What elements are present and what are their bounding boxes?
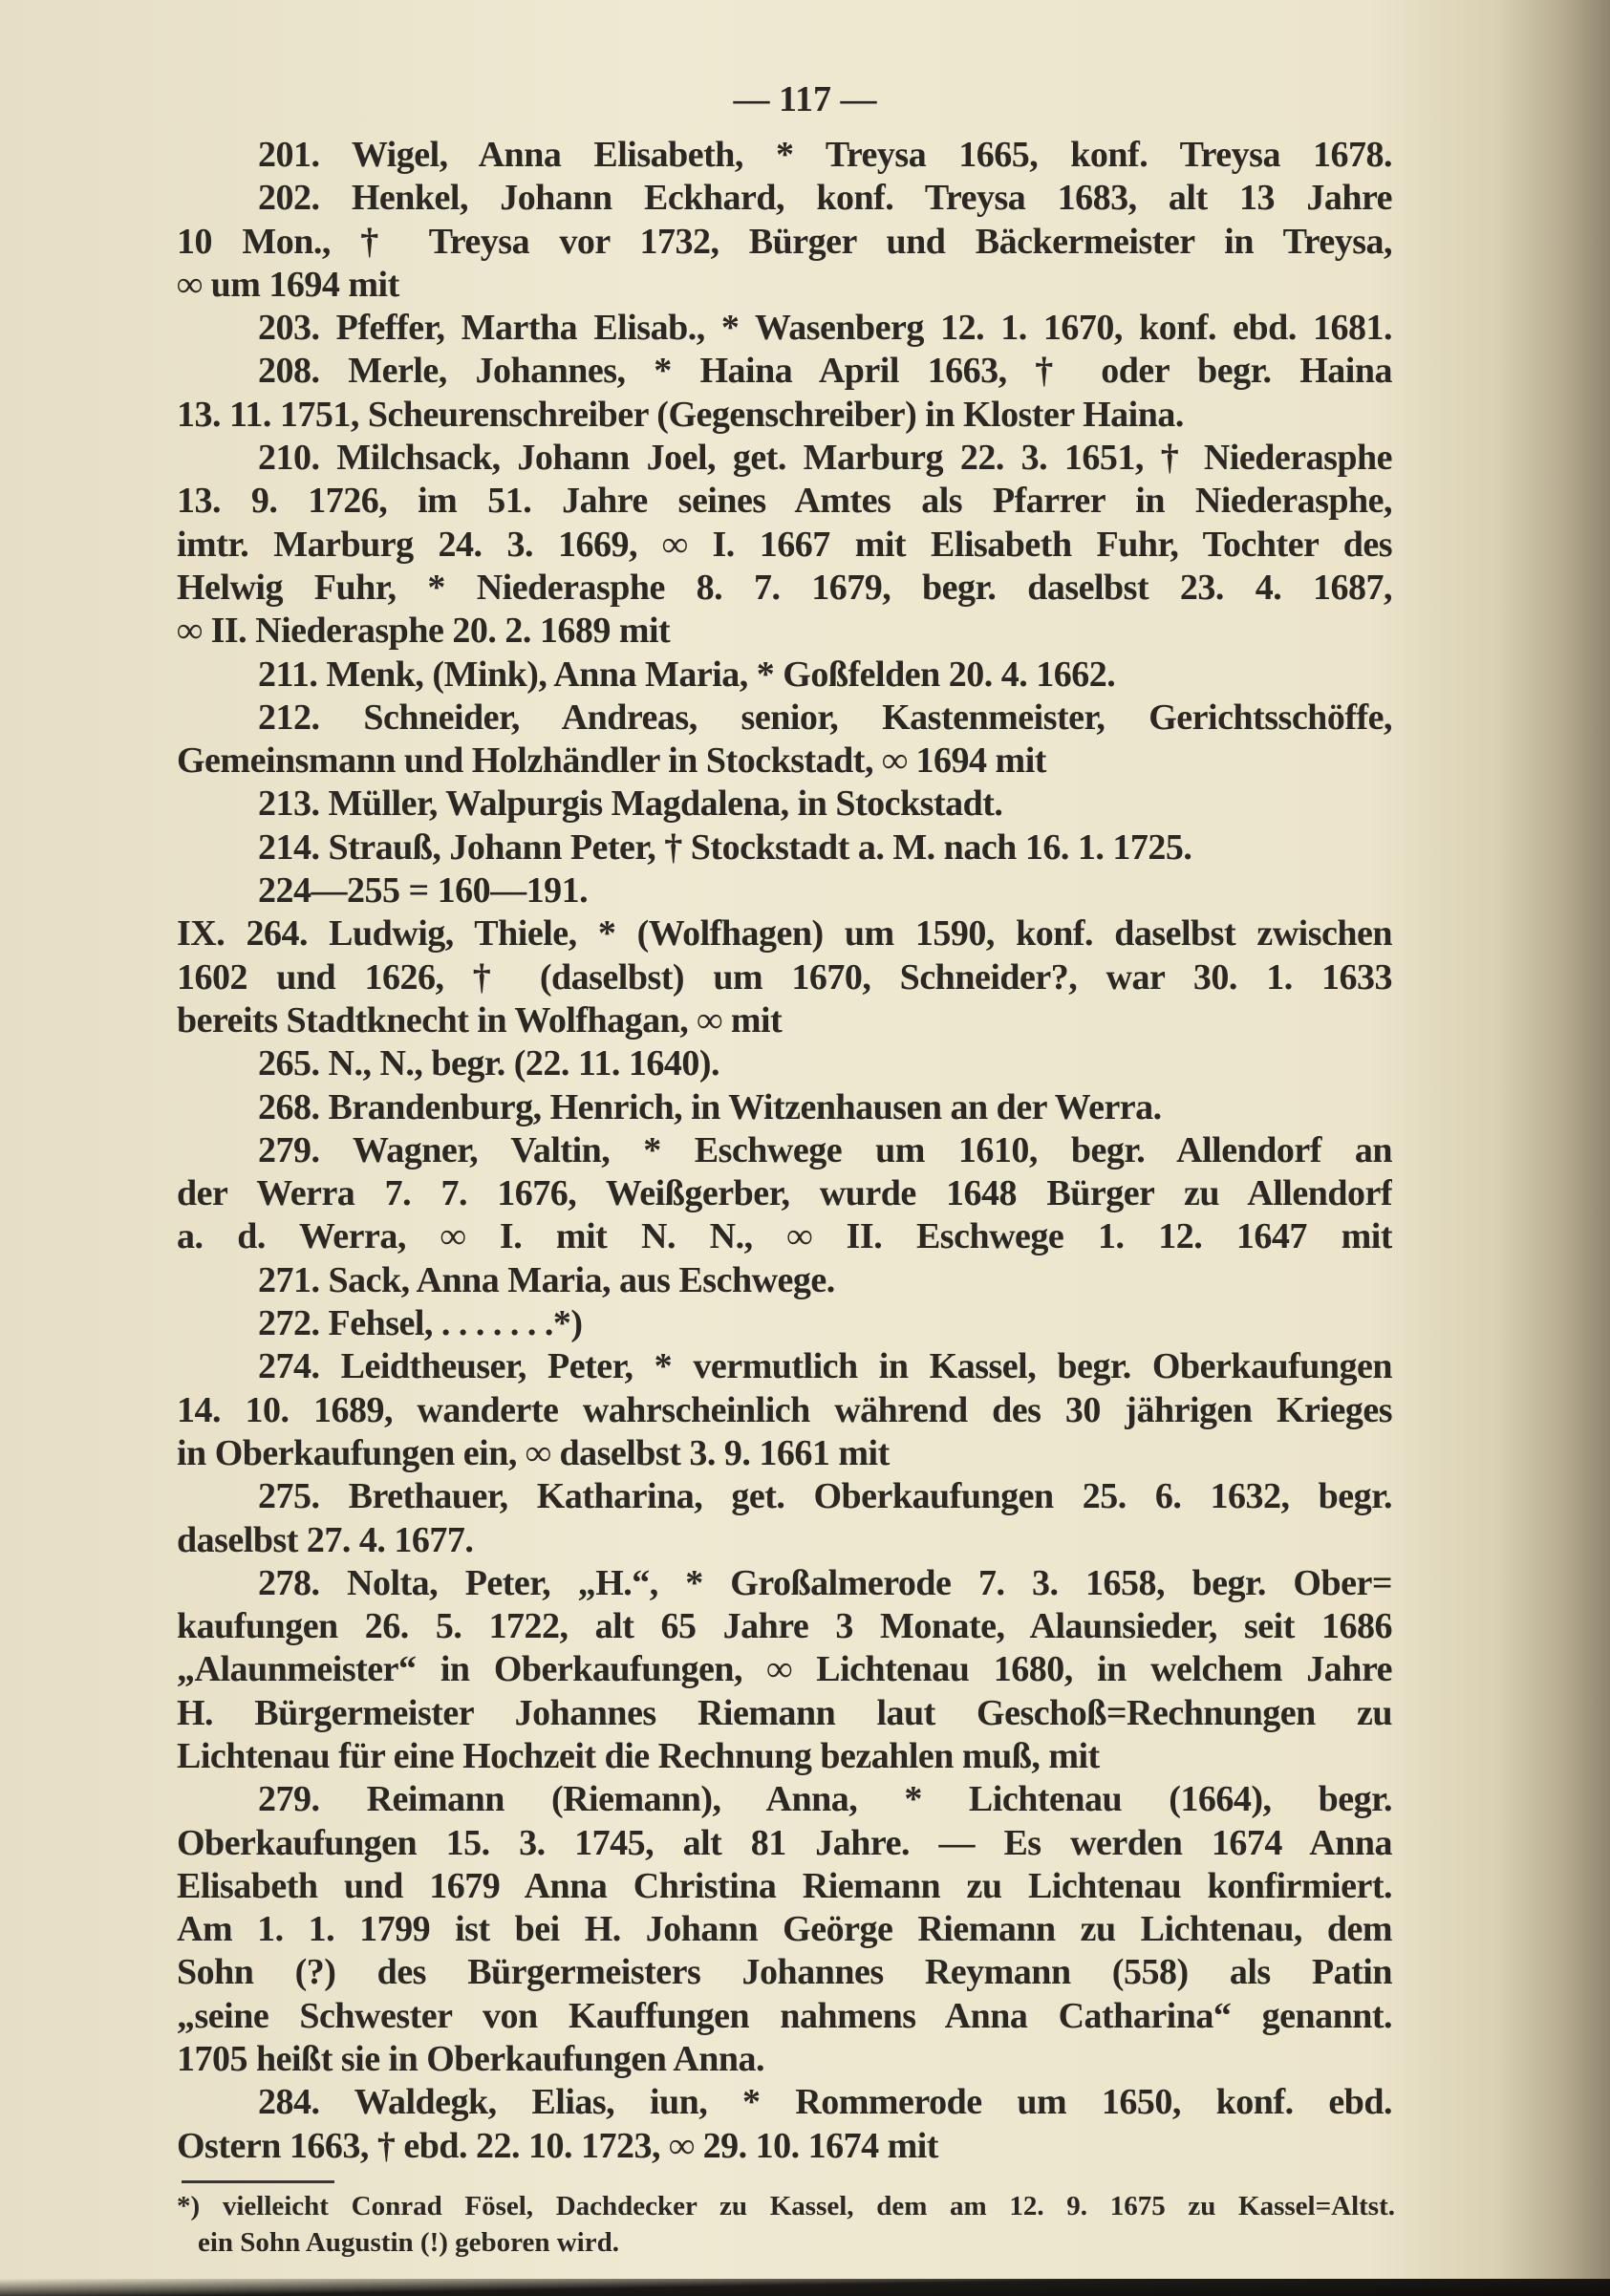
text-line: 13. 9. 1726, im 51. Jahre seines Amtes als Pfarrer in Niederasphe,: [177, 481, 1392, 522]
text-line: 1705 heißt sie in Oberkaufungen Anna.: [177, 2039, 764, 2080]
text-line: Gemeinsmann und Holzhändler in Stockstadt, ∞ 1694 mit: [177, 740, 1046, 782]
text-line: 272. Fehsel, . . . . . . .*): [258, 1303, 583, 1344]
body-text: [177, 134, 1392, 2168]
text-line: 268. Brandenburg, Henrich, in Witzenhausen an der Werra.: [258, 1086, 1162, 1127]
text-line: 224—255 = 160—191.: [258, 870, 589, 912]
page-edge-shadow: [0, 2279, 1610, 2296]
text-line: 201. Wigel, Anna Elisabeth, * Treysa 1665, konf. Treysa 1678.: [258, 135, 1392, 175]
text-line: 203. Pfeffer, Martha Elisab., * Wasenberg 12. 1. 1670, konf. ebd. 1681.: [258, 308, 1392, 349]
text-line: „Alaunmeister“ in Oberkaufungen, ∞ Lichtenau 1680, in welchem Jahre: [177, 1649, 1392, 1690]
footnote-line: *) vielleicht Conrad Fösel, Dachdecker zu Kassel, dem am 12. 9. 1675 zu Kassel=Altst.: [177, 2191, 1395, 2221]
text-line: 274. Leidtheuser, Peter, * vermutlich in Kassel, begr. Oberkaufungen: [258, 1346, 1392, 1387]
text-line: „seine Schwester von Kauffungen nahmens Anna Catharina“ genannt.: [177, 1995, 1392, 2036]
text-line: Oberkaufungen 15. 3. 1745, alt 81 Jahre. — Es werden 1674 Anna: [177, 1822, 1392, 1863]
text-line: a. d. Werra, ∞ I. mit N. N., ∞ II. Eschwege 1. 12. 1647 mit: [177, 1216, 1392, 1257]
text-line: ∞ II. Niederasphe 20. 2. 1689 mit: [177, 611, 671, 652]
text-line: 213. Müller, Walpurgis Magdalena, in Stockstadt.: [258, 783, 1003, 825]
text-line: 284. Waldegk, Elias, iun, * Rommerode um 1650, konf. ebd.: [258, 2082, 1392, 2123]
text-line: 271. Sack, Anna Maria, aus Eschwege.: [258, 1259, 835, 1300]
text-line: 208. Merle, Johannes, * Haina April 1663, † oder begr. Haina: [258, 351, 1392, 392]
text-line: in Oberkaufungen ein, ∞ daselbst 3. 9. 1661 mit: [177, 1432, 890, 1473]
text-line: kaufungen 26. 5. 1722, alt 65 Jahre 3 Monate, Alaunsieder, seit 1686: [177, 1606, 1392, 1647]
text-line: Lichtenau für eine Hochzeit die Rechnung bezahlen muß, mit: [177, 1735, 1100, 1776]
page-number: — 117 —: [733, 79, 877, 119]
footnote-divider: [182, 2180, 334, 2183]
text-line: imtr. Marburg 24. 3. 1669, ∞ I. 1667 mit Elisabeth Fuhr, Tochter des: [177, 524, 1392, 565]
text-line: Helwig Fuhr, * Niederasphe 8. 7. 1679, begr. daselbst 23. 4. 1687,: [177, 567, 1392, 608]
text-line: 210. Milchsack, Johann Joel, get. Marburg 22. 3. 1651, † Niederasphe: [258, 438, 1392, 479]
text-line: H. Bürgermeister Johannes Riemann laut Geschoß=Rechnungen zu: [177, 1692, 1392, 1733]
text-line: Sohn (?) des Bürgermeisters Johannes Reymann (558) als Patin: [177, 1952, 1392, 1993]
text-line: 212. Schneider, Andreas, senior, Kastenmeister, Gerichtsschöffe,: [258, 697, 1392, 738]
text-line: 275. Brethauer, Katharina, get. Oberkaufungen 25. 6. 1632, begr.: [258, 1476, 1392, 1517]
text-line: 10 Mon., † Treysa vor 1732, Bürger und Bäckermeister in Treysa,: [177, 221, 1392, 262]
text-line: 202. Henkel, Johann Eckhard, konf. Treysa 1683, alt 13 Jahre: [258, 178, 1392, 219]
text-line: Elisabeth und 1679 Anna Christina Riemann zu Lichtenau konfirmiert.: [177, 1865, 1392, 1906]
text-line: Am 1. 1. 1799 ist bei H. Johann Geörge Riemann zu Lichtenau, dem: [177, 1909, 1392, 1950]
text-line: 279. Reimann (Riemann), Anna, * Lichtenau (1664), begr.: [258, 1779, 1392, 1820]
text-line: ∞ um 1694 mit: [177, 264, 399, 305]
text-line: daselbst 27. 4. 1677.: [177, 1519, 474, 1560]
footnote-line: ein Sohn Augustin (!) geboren wird.: [198, 2227, 619, 2258]
text-line: 1602 und 1626, † (daselbst) um 1670, Schneider?, war 30. 1. 1633: [177, 956, 1392, 998]
text-line: 265. N., N., begr. (22. 11. 1640).: [258, 1043, 719, 1084]
text-line: bereits Stadtknecht in Wolfhagan, ∞ mit: [177, 999, 783, 1041]
text-line: 278. Nolta, Peter, „H.“, * Großalmerode 7. 3. 1658, begr. Ober=: [258, 1562, 1392, 1603]
text-line: Ostern 1663, † ebd. 22. 10. 1723, ∞ 29. 10. 1674 mit: [177, 2125, 938, 2166]
text-line: 13. 11. 1751, Scheurenschreiber (Gegenschreiber) in Kloster Haina.: [177, 394, 1184, 435]
text-line: IX. 264. Ludwig, Thiele, * (Wolfhagen) um 1590, konf. daselbst zwischen: [177, 913, 1392, 955]
text-line: 214. Strauß, Johann Peter, † Stockstadt a. M. nach 16. 1. 1725.: [258, 826, 1192, 868]
footnote: [177, 2188, 1395, 2261]
text-line: der Werra 7. 7. 1676, Weißgerber, wurde 1648 Bürger zu Allendorf: [177, 1173, 1392, 1214]
text-line: 279. Wagner, Valtin, * Eschwege um 1610, begr. Allendorf an: [258, 1129, 1392, 1170]
text-line: 211. Menk, (Mink), Anna Maria, * Goßfelden 20. 4. 1662.: [258, 654, 1116, 695]
text-line: 14. 10. 1689, wanderte wahrscheinlich während des 30 jährigen Krieges: [177, 1389, 1392, 1430]
